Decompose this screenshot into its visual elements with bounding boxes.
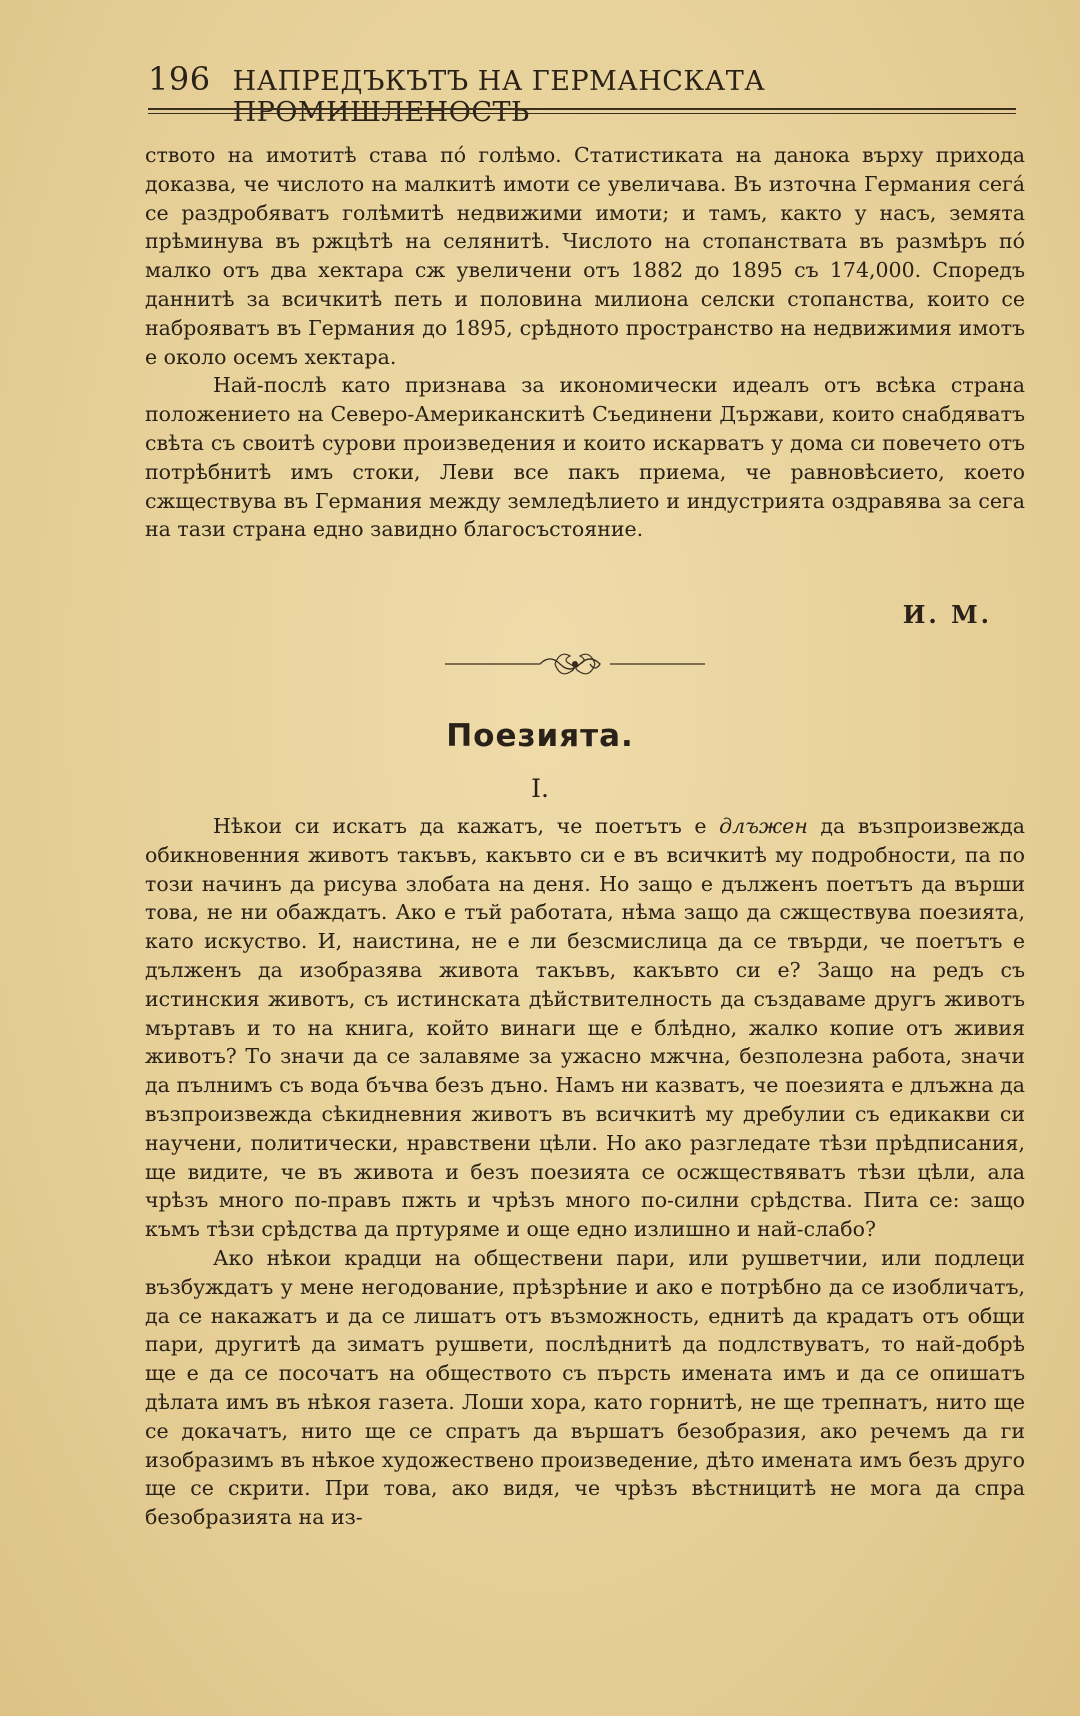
emphasized-word: длъжен bbox=[719, 814, 808, 838]
header-rule bbox=[148, 108, 1016, 110]
header-rule-thin bbox=[148, 113, 1016, 114]
page-header bbox=[148, 60, 1016, 128]
paragraph-text: да възпроизвежда обикновенния животъ такъвъ, какъвто си е въ всичкитѣ му подробности, па по този начинъ да рисува злобата на деня. Но защо е дълженъ поетътъ да върши това, не ни обаждатъ. Ако е тъй работата, нѣма защо да сжществува поезията, като искуство. И, наистина, не е ли безсмислица да се твърди, че поетътъ е дълженъ да изобразява живота такъвъ, какъвто си е? Защо на редъ съ истинския животъ, съ истинската дѣйствителность да създаваме другъ животъ мъртавъ и то на книга, който винаги ще е блѣдно, жалко копие отъ живия животъ? То значи да се залавяме за ужасно мжчна, безполезна работа, значи да пълнимъ съ вода бъчва безъ дъно. Намъ ни казватъ, че поезията е длъжна да възпроизвежда сѣкидневния животъ въ всичкитѣ му дребулии съ едикакви си научени, политически, нравствени цѣли. Но ако разгледате тѣзи прѣдписания, ще видите, че въ живота и безъ поезията се осжществяватъ тѣзи цѣли, ала чрѣзъ много по-правъ пжть и чрѣзъ много по-силни срѣдства. Пита се: защо къмъ тѣзи срѣдства да пртуряме и още едно излишно и най-слабо? bbox=[145, 814, 1025, 1242]
author-signature: И. М. bbox=[902, 600, 992, 629]
article-body bbox=[145, 812, 1025, 1532]
section-title: Поезията. bbox=[446, 718, 634, 754]
ornament-divider bbox=[445, 644, 705, 684]
paragraph: Най-послѣ като признава за икономически идеалъ отъ всѣка страна положението на Северо-Американскитѣ Съединени Държави, които снабдяватъ свѣта съ своитѣ сурови произведения и които искарватъ у дома си повечето отъ потрѣбнитѣ имъ стоки, Леви все пакъ приема, че равновѣсието, което сжществува въ Германия между земледѣлието и индустрията оздравява за сега на тази страна едно завидно благосъстояние. bbox=[145, 373, 1025, 542]
page-number: 196 bbox=[148, 60, 211, 98]
paragraph: ството на имотитѣ става по́ голѣмо. Статистиката на данока върху прихода доказва, че числото на малкитѣ имоти се увеличава. Въ източна Германия сега́ се раздробяватъ голѣмитѣ недвижими имоти; и тамъ, както у насъ, земята прѣминува въ ржцѣтѣ на селянитѣ. Числото на стопанствата въ размѣръ по́ малко отъ два хектара сж увеличени отъ 1882 до 1895 съ 174,000. Споредъ даннитѣ за всичкитѣ петь и половина милиона селски стопанства, които се наброяватъ въ Германия до 1895, срѣдното пространство на недвижимия имотъ е около осемъ хектара. bbox=[145, 143, 1025, 369]
section-number: I. bbox=[531, 774, 549, 803]
paragraph: Ако нѣкои крадци на обществени пари, или рушветчии, или подлеци възбуждатъ у мене негодование, прѣзрѣние и ако е потрѣбно да се изобличатъ, да се накажатъ и да се лишатъ отъ възможность, еднитѣ да крадатъ отъ общи пари, другитѣ да зиматъ рушвети, послѣднитѣ да подлствуватъ, то най-добрѣ ще е да се посочатъ на обществото съ пърсть имената имъ и да се опишатъ дѣлата имъ въ нѣкоя газета. Лоши хора, като горнитѣ, не ще трепнатъ, нито ще се докачатъ, нито ще се спратъ да вършатъ безобразия, ако речемъ да ги изобразимъ въ нѣкое художествено произведение, дѣто имената имъ безъ друго ще се скрити. При това, ако видя, че чрѣзъ вѣстницитѣ не мога да спра безобразията на из- bbox=[145, 1245, 1025, 1530]
paragraph bbox=[145, 812, 1025, 1244]
running-title: НАПРЕДЪКЪТЪ НА ГЕРМАНСКАТА ПРОМИШЛЕНОСТЬ bbox=[232, 66, 766, 128]
paragraph-text: Нѣкои си искатъ да кажатъ, че поетътъ е bbox=[213, 814, 720, 838]
article-continuation bbox=[145, 141, 1025, 544]
